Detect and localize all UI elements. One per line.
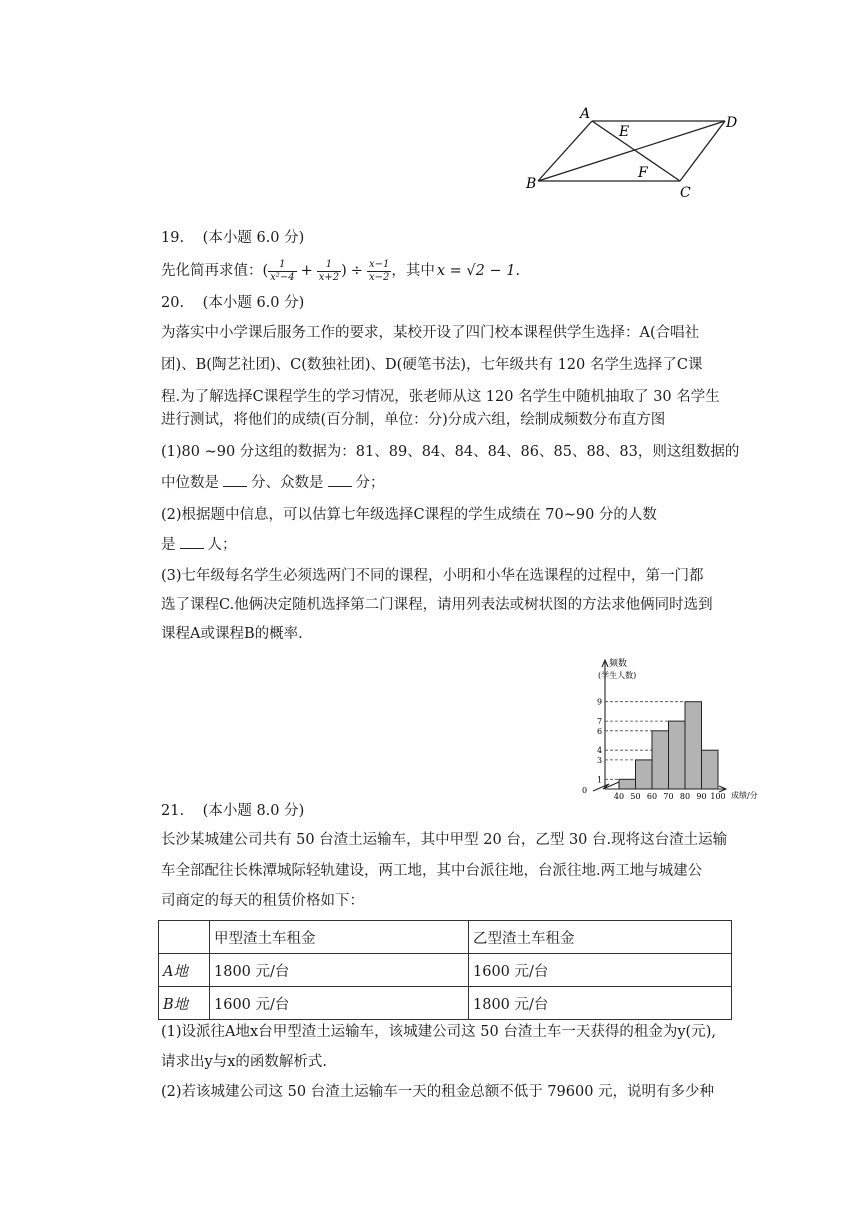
x-tick-label: 40 — [613, 792, 625, 801]
table-row-label: A地 — [159, 954, 210, 987]
y-tick-label: 4 — [597, 746, 603, 756]
segment-ac — [592, 121, 680, 181]
y-tick-label: 7 — [597, 717, 603, 727]
q20-part3-line1: (3)七年级每名学生必须选两门不同的课程，小明和小华在选课程的过程中，第一门都 — [161, 568, 704, 584]
q21-line-1: 长沙某城建公司共有 50 台渣土运输车，其中甲型 20 台，乙型 30 台.现将这台渣土运输 — [161, 832, 728, 848]
x-tick-label: 70 — [663, 792, 674, 801]
q20-part2-line2 — [161, 534, 237, 555]
histogram-bar — [652, 731, 669, 789]
q20-part1-line2 — [161, 472, 385, 493]
q20-part1-line1: (1)80 ∼90 分这组的数据为：81、89、84、84、84、86、85、88、83，则这组数据的 — [161, 444, 740, 460]
table-cell: 1800 元/台 — [469, 987, 732, 1020]
q21-line-3: 司商定的每天的租赁价格如下： — [161, 893, 364, 909]
segment-bd — [538, 121, 725, 181]
q19-expression — [161, 256, 520, 286]
rent-table — [158, 920, 732, 1020]
histogram-chart — [575, 656, 790, 806]
y-tick-label: 1 — [597, 775, 603, 785]
histogram-bar — [669, 721, 686, 789]
histogram-bar — [685, 702, 702, 789]
q20-median-blank — [223, 472, 247, 487]
x-tick-label: 90 — [696, 792, 707, 801]
q20-number: 20. — [161, 295, 185, 311]
q19-score: (本小题 6.0 分) — [202, 230, 305, 246]
q19-frac2-num: 1 — [317, 259, 341, 272]
origin-label: 0 — [582, 786, 588, 795]
q21-part1-line1: (1)设派往A地x台甲型渣土运输车，该城建公司这 50 台渣土车一天获得的租金为y(元), — [161, 1024, 716, 1040]
table-header-type-a: 甲型渣土车租金 — [210, 921, 469, 954]
q19-frac1-den: x²−4 — [270, 271, 295, 283]
x-tick-label: 80 — [679, 792, 691, 801]
table-row — [159, 987, 732, 1020]
q20-count-unit: 人； — [207, 537, 237, 553]
y-axis-label: 频数 — [609, 659, 628, 669]
table-cell: 1600 元/台 — [210, 987, 469, 1020]
q20-line-3: 程.为了解选择C课程学生的学习情况，张老师从这 120 名学生中随机抽取了 30 名学生 — [161, 389, 720, 405]
table-row — [159, 954, 732, 987]
q19-number: 19. — [161, 230, 185, 246]
q20-line-2: 团)、B(陶艺社团)、C(数独社团)、D(硬笔书法)，七年级共有 120 名学生选择了C课 — [161, 357, 703, 373]
label-b: B — [526, 176, 537, 192]
q20-line-1: 为落实中小学课后服务工作的要求，某校开设了四门校本课程供学生选择：A(合唱社 — [161, 325, 700, 341]
parallelogram-figure — [520, 100, 750, 205]
q20-line-4: 进行测试，将他们的成绩(百分制，单位：分)分成六组，绘制成频数分布直方图 — [161, 412, 666, 428]
label-e: E — [619, 124, 630, 140]
q20-part2-line1: (2)根据题中信息，可以估算七年级选择C课程的学生成绩在 70∼90 分的人数 — [161, 507, 657, 523]
bars — [619, 702, 718, 789]
table-cell — [159, 921, 210, 954]
q21-line-2: 车全部配往长株潭城际轻轨建设，两工地，其中台派往地，台派往地.两工地与城建公 — [161, 863, 703, 879]
q19-frac3-den: x−2 — [368, 271, 390, 283]
q19-condition: x = √2 − 1 — [436, 263, 516, 279]
table-row — [159, 921, 732, 954]
table-row-label: B地 — [159, 987, 210, 1020]
q19-frac1 — [268, 259, 296, 284]
q20-mode-unit: 分； — [355, 475, 385, 491]
q19-frac1-num: 1 — [268, 259, 296, 272]
q21-number: 21. — [161, 803, 185, 819]
q19-paren-open: ( — [262, 263, 269, 279]
x-tick-label: 100 — [710, 792, 726, 801]
y-tick-labels — [597, 698, 602, 785]
label-c: C — [680, 185, 691, 201]
q21-part1-line2: 请求出y与x的函数解析式. — [161, 1054, 327, 1070]
q21-header — [161, 801, 304, 821]
x-tick-label: 50 — [630, 792, 641, 801]
q19-prefix: 先化简再求值： — [161, 263, 263, 279]
x-tick-label: 60 — [646, 792, 658, 801]
q20-mode-blank — [328, 472, 352, 487]
q20-count-blank — [180, 534, 204, 549]
histogram-bar — [636, 760, 653, 789]
q21-part2-line1: (2)若该城建公司这 50 台渣土运输车一天的租金总额不低于 79600 元，说明有多少种 — [161, 1084, 715, 1100]
y-axis-sublabel: (学生人数) — [598, 671, 637, 680]
y-tick-label: 6 — [597, 726, 603, 736]
segment-cd — [680, 121, 725, 181]
q20-score: (本小题 6.0 分) — [202, 295, 305, 311]
q19-condition-prefix: ，其中 — [391, 263, 435, 279]
q19-frac3 — [367, 259, 391, 284]
q19-header — [161, 228, 304, 248]
q21-score: (本小题 8.0 分) — [202, 803, 305, 819]
table-cell: 1600 元/台 — [469, 954, 732, 987]
q20-mode-label: 分、众数是 — [251, 475, 324, 491]
y-tick-label: 9 — [597, 697, 603, 707]
q19-paren-close: ) — [341, 263, 347, 279]
q20-median-label: 中位数是 — [161, 475, 219, 491]
label-f: F — [638, 165, 648, 181]
q20-part3-line2: 选了课程C.他俩决定随机选择第二门课程，请用列表法或树状图的方法求他俩同时选到 — [161, 597, 713, 613]
label-d: D — [726, 115, 738, 131]
q19-frac3-num: x−1 — [368, 258, 390, 270]
q19-frac2-den: x+2 — [318, 271, 340, 283]
q20-part3-line3: 课程A或课程B的概率. — [161, 626, 303, 642]
table-header-type-b: 乙型渣土车租金 — [469, 921, 732, 954]
x-axis-label: 成绩/分 — [731, 791, 758, 800]
q19-div: ÷ — [350, 263, 363, 279]
histogram-bar — [702, 750, 719, 789]
q20-count-label: 是 — [161, 537, 176, 553]
label-a: A — [580, 106, 591, 122]
y-tick-label: 3 — [597, 755, 603, 765]
histogram-bar — [619, 779, 636, 789]
q19-end: . — [515, 263, 521, 279]
table-cell: 1800 元/台 — [210, 954, 469, 987]
x-tick-labels — [614, 792, 726, 801]
q19-frac2 — [317, 259, 341, 284]
q20-header — [161, 293, 304, 313]
q19-plus: + — [300, 263, 313, 279]
